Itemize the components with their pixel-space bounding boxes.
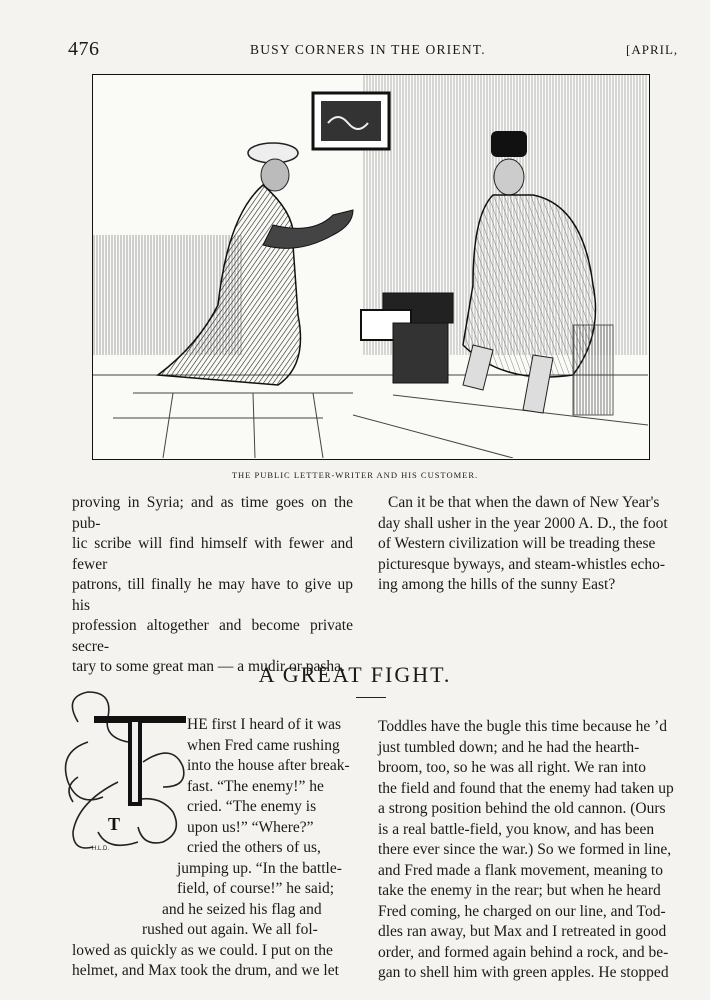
text-line: there ever since the war.) So we formed in line, — [378, 841, 672, 858]
text-line: into the house after break- — [187, 757, 350, 774]
text-line: just tumbled down; and he had the hearth- — [378, 738, 640, 756]
calligraphy-frame-icon — [313, 93, 389, 149]
text-line: a strong position behind the old cannon. (Ours — [378, 800, 666, 817]
illustration-caption: THE PUBLIC LETTER-WRITER AND HIS CUSTOMER. — [231, 470, 479, 480]
text-line: jumping up. “In the battle- — [177, 859, 342, 877]
text-line: field, of course!” he said; — [177, 880, 335, 897]
text-line: tary to some great man — a mudir or pasha. — [72, 658, 345, 675]
page-number: 476 — [68, 38, 100, 60]
text-line: Can it be that when the dawn of New Year's — [388, 494, 660, 511]
text-line: lic scribe will find himself with fewer and fewer — [72, 535, 353, 573]
drop-cap-letter: T — [108, 814, 121, 834]
text-line: Toddles have the bugle this time because he ’d — [378, 718, 668, 735]
text-line: lowed as quickly as we could. I put on the — [72, 941, 333, 959]
text-line: of Western civilization will be treading these — [378, 535, 656, 552]
text-line: the field and found that the enemy had taken up — [378, 779, 674, 797]
text-line: picturesque byways, and steam-whistles echo- — [378, 555, 666, 573]
article-left-column — [72, 715, 353, 982]
text-line: take the enemy in the rear; but when he heard — [378, 882, 661, 899]
text-line: rushed out again. We all fol- — [142, 921, 318, 938]
title-rule — [356, 697, 386, 698]
text-line: day shall usher in the year 2000 A. D., the foot — [378, 514, 668, 532]
running-head: BUSY CORNERS IN THE ORIENT. — [250, 42, 486, 57]
text-line: patrons, till finally he may have to give up his — [72, 576, 353, 614]
letter-writer-engraving — [92, 74, 650, 460]
text-line: is a real battle-field, you know, and has been — [378, 820, 655, 838]
text-line: proving in Syria; and as time goes on the pub- — [72, 494, 353, 532]
text-line: and Fred made a flank movement, meaning to — [378, 861, 663, 879]
text-line: order, and formed again behind a rock, and be- — [378, 943, 669, 961]
illustrator-initials: H.L.D. — [92, 846, 110, 852]
text-line: fast. “The enemy!” he — [187, 777, 324, 795]
text-line: upon us!” “Where?” — [187, 818, 314, 836]
text-line: cried the others of us, — [187, 839, 321, 856]
text-line: Fred coming, he charged on our line, and Tod- — [378, 902, 666, 920]
upper-right-column — [378, 493, 681, 596]
text-line: HE first I heard of it was — [187, 716, 342, 733]
text-line: cried. “The enemy is — [187, 798, 317, 815]
article-right-column — [378, 717, 681, 984]
issue-month: [APRIL, — [626, 42, 679, 57]
text-line: gan to shell him with green apples. He stopped — [378, 964, 669, 981]
text-line: and he seized his flag and — [162, 900, 322, 918]
text-line: dles ran away, but Max and I retreated in good — [378, 923, 667, 940]
text-line: ing among the hills of the sunny East? — [378, 576, 616, 593]
text-line: broom, too, so he was all right. We ran into — [378, 759, 646, 776]
upper-left-column — [72, 493, 353, 678]
text-line: helmet, and Max took the drum, and we let — [72, 962, 339, 979]
text-line: profession altogether and become private secre- — [72, 617, 353, 655]
article-title: A GREAT FIGHT. — [258, 662, 452, 687]
text-line: when Fred came rushing — [187, 736, 340, 754]
